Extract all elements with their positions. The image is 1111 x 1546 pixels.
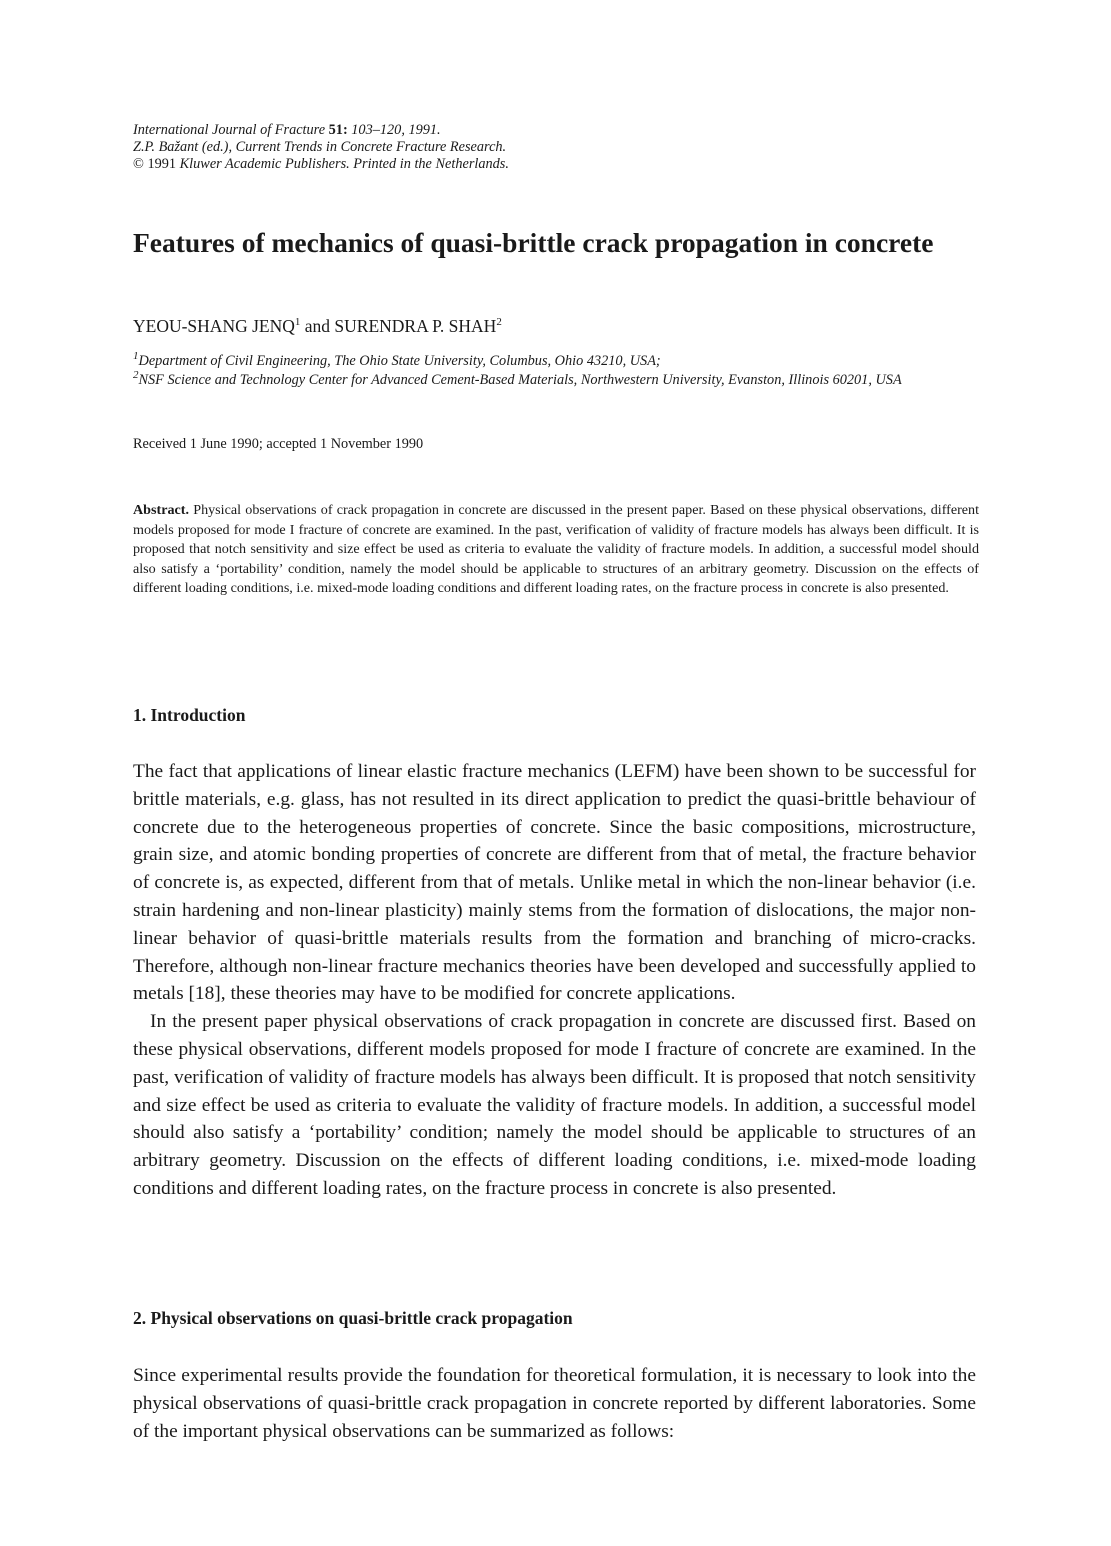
- affiliations: [133, 352, 979, 389]
- section-heading-introduction: 1. Introduction: [133, 705, 246, 725]
- affiliation-mark: 1: [294, 316, 301, 329]
- author-list: YEOU-SHANG JENQ$^1$ and SURENDRA P. SHAH$^2$: [133, 316, 502, 336]
- affiliation-mark: 2: [496, 316, 502, 329]
- paragraph: The fact that applications of linear elastic fracture mechanics (LEFM) have been shown to be successful for brittle materials, e.g. glass, has not resulted in its direct application to predict the quasi-brittle behaviour of concrete due to the heterogeneous properties of concrete. Since the basic compositions, microstructure, grain size, and atomic bonding properties of concrete are different from that of metal, the fracture behavior of concrete is, as expected, different from that of metals. Unlike metal in which the non-linear behavior (i.e. strain hardening and non-linear plasticity) mainly stems from the formation of dislocations, the major non-linear behavior of quasi-brittle materials results from the formation and branching of micro-cracks. Therefore, although non-linear fracture mechanics theories have been developed and successfully applied to metals [18], these theories may have to be modified for concrete applications.: [133, 761, 976, 1005]
- received-dates: Received 1 June 1990; accepted 1 November 1990: [133, 436, 424, 452]
- journal-line-1: International Journal of Fracture 51: 103–120, 1991.: [133, 122, 441, 138]
- physical-observations-body: [133, 1362, 976, 1445]
- journal-line-2: Z.P. Bažant (ed.), Current Trends in Concrete Fracture Research.: [133, 139, 507, 155]
- copyright-symbol: ©: [133, 156, 144, 172]
- abstract: [133, 501, 979, 599]
- abstract-text: Physical observations of crack propagation in concrete are discussed in the present paper. Based on these physical observations, different models proposed for mode I fracture of concrete are examined. In the past, verification of validity of fracture models has always been difficult. It is proposed that notch sensitivity and size effect be used as criteria to evaluate the validity of fracture models. In addition, a successful model should also satisfy a ‘portability’ condition, namely the model should be applicable to structures of an arbitrary geometry. Discussion on the effects of different loading conditions, i.e. mixed-mode loading conditions and different loading rates, on the fracture process in concrete is also presented.: [133, 502, 979, 597]
- affiliation: $^1$Department of Civil Engineering, The Ohio State University, Columbus, Ohio 43210, USA;: [133, 350, 661, 369]
- author-name: SURENDRA P. SHAH: [334, 316, 497, 336]
- introduction-body: [133, 758, 976, 1203]
- section-heading-physical-observations: 2. Physical observations on quasi-brittle crack propagation: [133, 1308, 573, 1328]
- journal-citation: [133, 122, 953, 173]
- paragraph: In the present paper physical observations of crack propagation in concrete are discussed first. Based on these physical observations, different models proposed for mode I fracture of concrete are examined. In the past, verification of validity of fracture models has always been difficult. It is proposed that notch sensitivity and size effect be used as criteria to evaluate the validity of fracture models. In addition, a successful model should also satisfy a ‘portability’ condition; namely the model should be applicable to structures of an arbitrary geometry. Discussion on the effects of different loading conditions, i.e. mixed-mode loading conditions and different loading rates, on the fracture process in concrete is also presented.: [133, 1011, 976, 1199]
- journal-volume: 51:: [328, 122, 348, 138]
- paper-title: Features of mechanics of quasi-brittle crack propagation in concrete: [133, 227, 934, 258]
- affiliation: $^2$NSF Science and Technology Center for Advanced Cement-Based Materials, Northwestern University, Evanston, Illinois 60201, USA: [133, 368, 902, 388]
- journal-line-3: © 1991 Kluwer Academic Publishers. Printed in the Netherlands.: [133, 156, 509, 172]
- abstract-label: Abstract.: [133, 502, 189, 518]
- author-name: YEOU-SHANG JENQ: [133, 316, 295, 336]
- paragraph: Since experimental results provide the foundation for theoretical formulation, it is necessary to look into the physical observations of quasi-brittle crack propagation in concrete reported by different laboratories. Some of the important physical observations can be summarized as follows:: [133, 1365, 976, 1442]
